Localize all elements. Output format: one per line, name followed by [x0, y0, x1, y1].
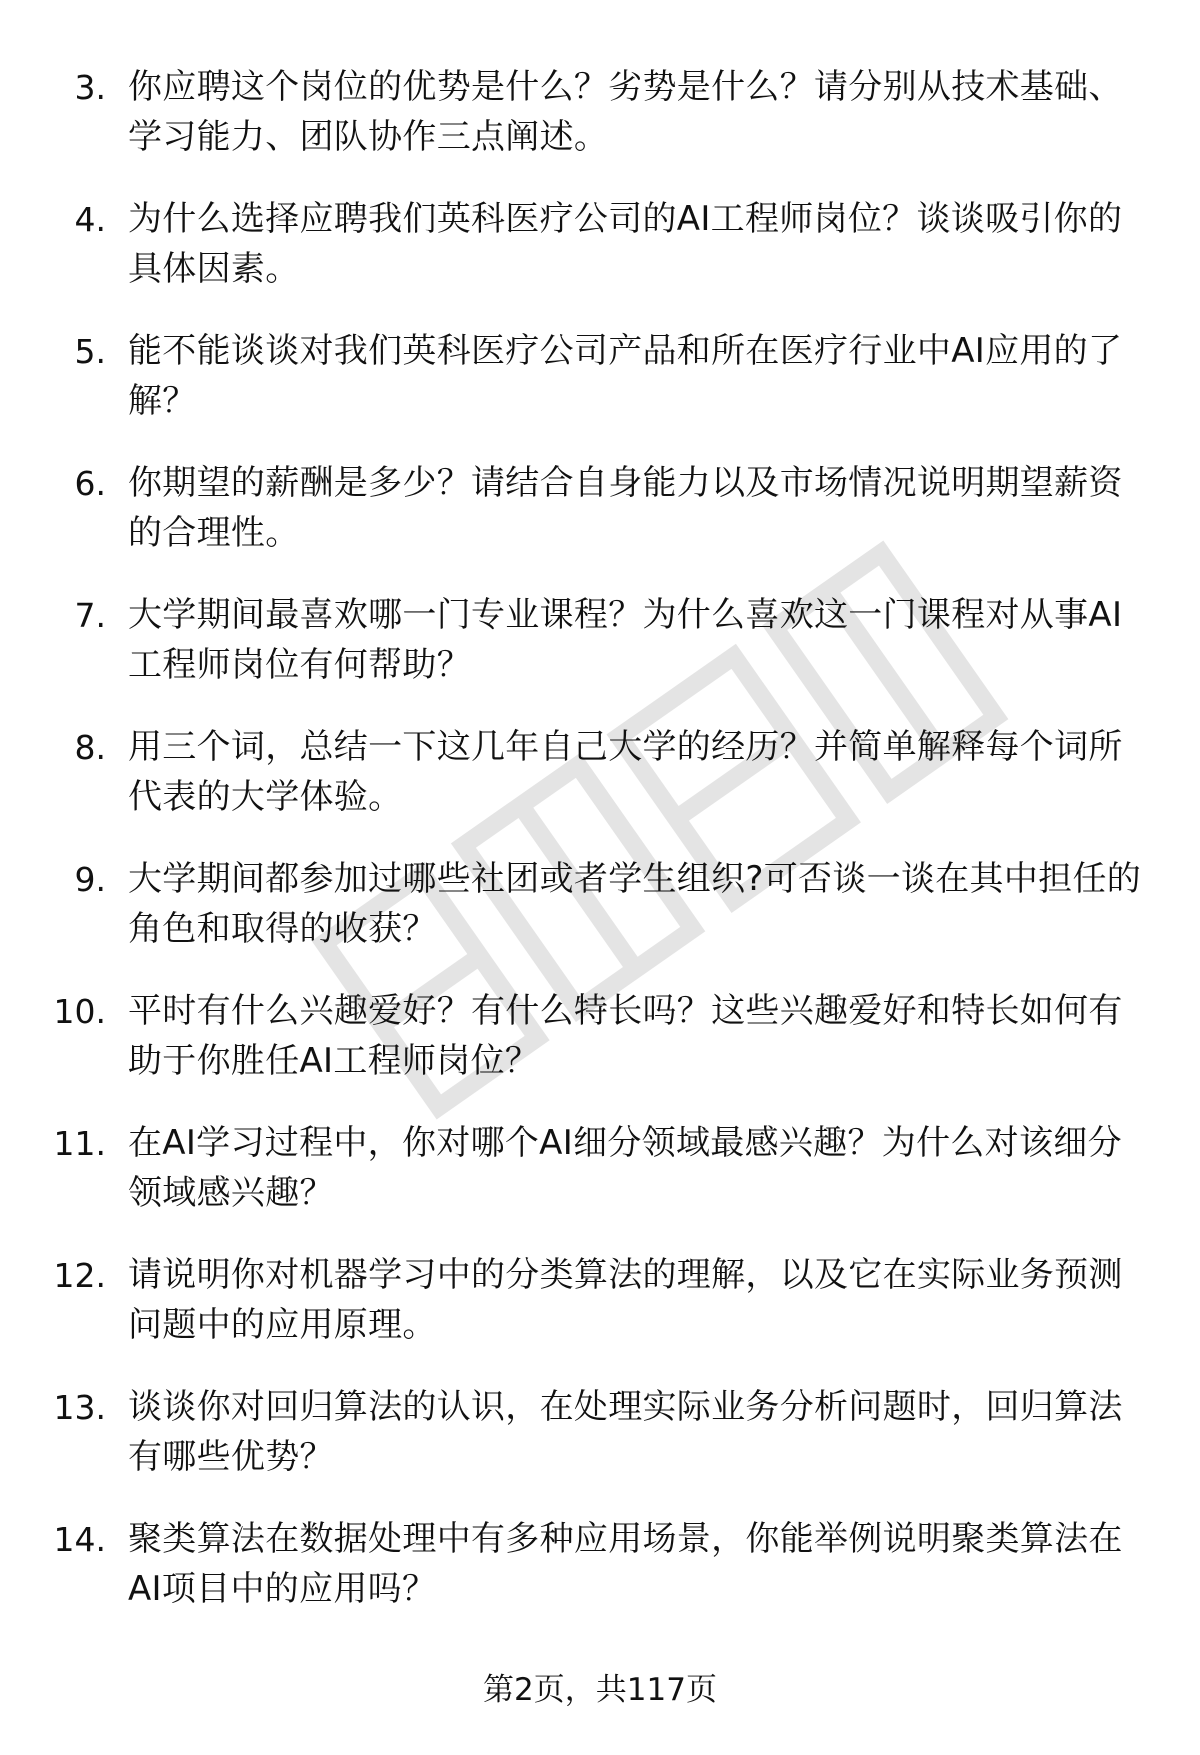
question-text: 聚类算法在数据处理中有多种应用场景，你能举例说明聚类算法在AI项目中的应用吗？ [128, 1519, 1123, 1609]
question-number: 5. [74, 332, 106, 371]
question-item [0, 850, 1200, 982]
question-text: 平时有什么兴趣爱好？有什么特长吗？这些兴趣爱好和特长如何有助于你胜任AI工程师岗位？ [128, 991, 1123, 1081]
question-text: 你应聘这个岗位的优势是什么？劣势是什么？请分别从技术基础、学习能力、团队协作三点阐述。 [128, 67, 1123, 157]
question-item [0, 1114, 1200, 1246]
question-text: 谈谈你对回归算法的认识，在处理实际业务分析问题时，回归算法有哪些优势？ [128, 1387, 1123, 1477]
question-number: 8. [74, 728, 106, 767]
question-number: 13. [53, 1388, 106, 1427]
question-number: 9. [74, 860, 106, 899]
question-text: 用三个词，总结一下这几年自己大学的经历？并简单解释每个词所代表的大学体验。 [128, 727, 1123, 817]
question-text: 你期望的薪酬是多少？请结合自身能力以及市场情况说明期望薪资的合理性。 [128, 463, 1123, 553]
question-number: 3. [74, 68, 106, 107]
question-number: 4. [74, 200, 106, 239]
question-number: 14. [53, 1520, 106, 1559]
question-text: 为什么选择应聘我们英科医疗公司的AI工程师岗位？谈谈吸引你的具体因素。 [128, 199, 1123, 289]
question-number: 10. [53, 992, 106, 1031]
question-item [0, 1378, 1200, 1510]
page-footer: 第2页，共117页 [483, 1672, 717, 1708]
question-item [0, 322, 1200, 454]
question-text: 在AI学习过程中，你对哪个AI细分领域最感兴趣？为什么对该细分领域感兴趣？ [128, 1123, 1122, 1213]
question-list [0, 58, 1200, 1642]
question-item [0, 586, 1200, 718]
question-item [0, 58, 1200, 190]
question-text: 大学期间最喜欢哪一门专业课程？为什么喜欢这一门课程对从事AI工程师岗位有何帮助？ [128, 595, 1123, 685]
question-item [0, 982, 1200, 1114]
question-item [0, 190, 1200, 322]
question-item [0, 454, 1200, 586]
question-item [0, 718, 1200, 850]
question-number: 12. [53, 1256, 106, 1295]
question-number: 6. [74, 464, 106, 503]
question-item [0, 1246, 1200, 1378]
question-text: 请说明你对机器学习中的分类算法的理解，以及它在实际业务预测问题中的应用原理。 [128, 1255, 1123, 1345]
question-item [0, 1510, 1200, 1642]
question-number: 7. [74, 596, 106, 635]
question-number: 11. [53, 1124, 106, 1163]
question-text: 大学期间都参加过哪些社团或者学生组织?可否谈一谈在其中担任的角色和取得的收获？ [128, 859, 1142, 949]
question-text: 能不能谈谈对我们英科医疗公司产品和所在医疗行业中AI应用的了解？ [128, 331, 1123, 421]
